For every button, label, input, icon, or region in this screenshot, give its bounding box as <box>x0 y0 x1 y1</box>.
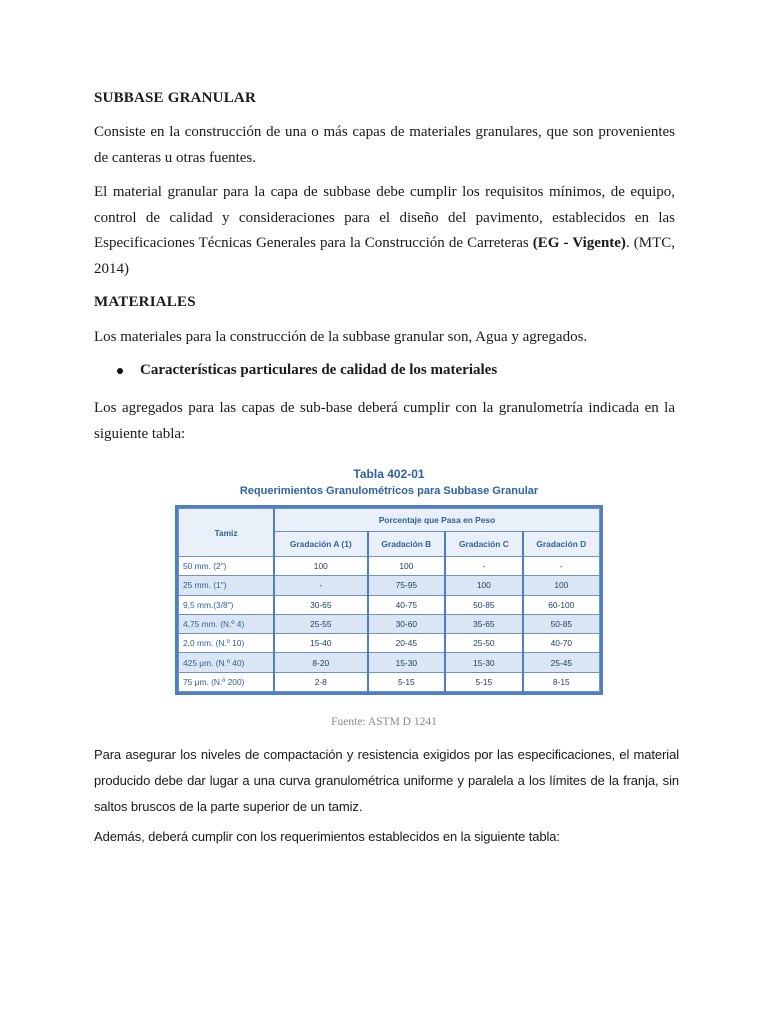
paragraph-aggregates: Los agregados para las capas de sub-base deberá cumplir con la granulometría indicada en la siguiente tabla: <box>94 400 675 442</box>
paragraph-requirements-text: El material granular para la capa de subbase debe cumplir los requisitos mínimos, de equipo, control de calidad y consideraciones para el diseño del pavimento, establecidos en las Especificaciones Técnicas Generales para la Construcción de Carreteras <box>94 184 675 251</box>
paragraph-materials: Los materiales para la construcción de la subbase granular son, Agua y agregados. <box>94 329 588 345</box>
section-heading-subbase: SUBBASE GRANULAR <box>94 90 256 106</box>
cell-tamiz: 9,5 mm.(3/8") <box>179 595 275 614</box>
cell-value: 50-85 <box>445 595 523 614</box>
cell-value: 75-95 <box>368 576 446 595</box>
table-row <box>179 672 600 691</box>
paragraph-requirements-tail: . (MTC, 2014) <box>94 235 676 277</box>
cell-tamiz: 4,75 mm. (N.º 4) <box>179 614 275 633</box>
paragraph-definition: Consiste en la construcción de una o más capas de materiales granulares, que son provenientes de canteras u otras fuentes. <box>94 124 675 166</box>
cell-value: 8-20 <box>274 653 368 672</box>
cell-value: - <box>274 576 368 595</box>
cell-value: - <box>445 557 523 576</box>
bullet-icon <box>117 368 123 374</box>
paragraph-requirements <box>94 180 675 282</box>
table-row <box>179 557 600 576</box>
cell-value: 15-40 <box>274 634 368 653</box>
cell-value: 8-15 <box>523 672 600 691</box>
table-subtitle: Requerimientos Granulométricos para Subbase Granular <box>239 485 539 497</box>
cell-tamiz: 2,0 mm. (N.º 10) <box>179 634 275 653</box>
cell-value: 30-60 <box>368 614 446 633</box>
cell-value: 5-15 <box>368 672 446 691</box>
table-source-caption: Fuente: ASTM D 1241 <box>331 716 437 728</box>
cell-value: 40-75 <box>368 595 446 614</box>
header-gradacion-c: Gradación C <box>445 532 523 557</box>
section-heading-materiales: MATERIALES <box>94 294 196 310</box>
paragraph-compaction: Para asegurar los niveles de compactación y resistencia exigidos por las especificaciones, el material producido debe dar lugar a una curva granulométrica uniforme y paralela a los límites de la franja, sin saltos bruscos de la parte superior de un tamiz. <box>94 747 679 814</box>
table-row <box>179 576 600 595</box>
cell-value: 100 <box>523 576 600 595</box>
cell-tamiz: 425 μm. (N.º 40) <box>179 653 275 672</box>
table-row <box>179 614 600 633</box>
cell-value: 25-45 <box>523 653 600 672</box>
cell-value: 25-55 <box>274 614 368 633</box>
table-row <box>179 595 600 614</box>
header-gradacion-b: Gradación B <box>368 532 446 557</box>
cell-value: 2-8 <box>274 672 368 691</box>
cell-value: 15-30 <box>445 653 523 672</box>
table-header-row <box>179 509 600 532</box>
cell-value: - <box>523 557 600 576</box>
cell-value: 50-85 <box>523 614 600 633</box>
table-row <box>179 634 600 653</box>
header-tamiz: Tamiz <box>179 509 275 557</box>
cell-value: 25-50 <box>445 634 523 653</box>
cell-value: 100 <box>368 557 446 576</box>
bullet-item-quality: Características particulares de calidad de los materiales <box>140 362 498 378</box>
cell-value: 30-65 <box>274 595 368 614</box>
cell-value: 100 <box>274 557 368 576</box>
header-gradacion-d: Gradación D <box>523 532 600 557</box>
table-row <box>179 653 600 672</box>
cell-tamiz: 75 μm. (N.º 200) <box>179 672 275 691</box>
granulometry-table <box>175 505 603 695</box>
header-gradacion-a: Gradación A (1) <box>274 532 368 557</box>
cell-value: 15-30 <box>368 653 446 672</box>
cell-value: 20-45 <box>368 634 446 653</box>
paragraph-requirements-bold: (EG - Vigente) <box>532 235 626 251</box>
paragraph-additional-requirements: Además, deberá cumplir con los requerimientos establecidos en la siguiente tabla: <box>94 829 560 844</box>
cell-tamiz: 50 mm. (2") <box>179 557 275 576</box>
granulometry-table-grid <box>178 508 600 692</box>
cell-value: 35-65 <box>445 614 523 633</box>
cell-value: 5-15 <box>445 672 523 691</box>
cell-value: 100 <box>445 576 523 595</box>
header-percentage-group: Porcentaje que Pasa en Peso <box>274 509 600 532</box>
table-title: Tabla 402-01 <box>353 467 425 481</box>
cell-tamiz: 25 mm. (1") <box>179 576 275 595</box>
cell-value: 60-100 <box>523 595 600 614</box>
cell-value: 40-70 <box>523 634 600 653</box>
